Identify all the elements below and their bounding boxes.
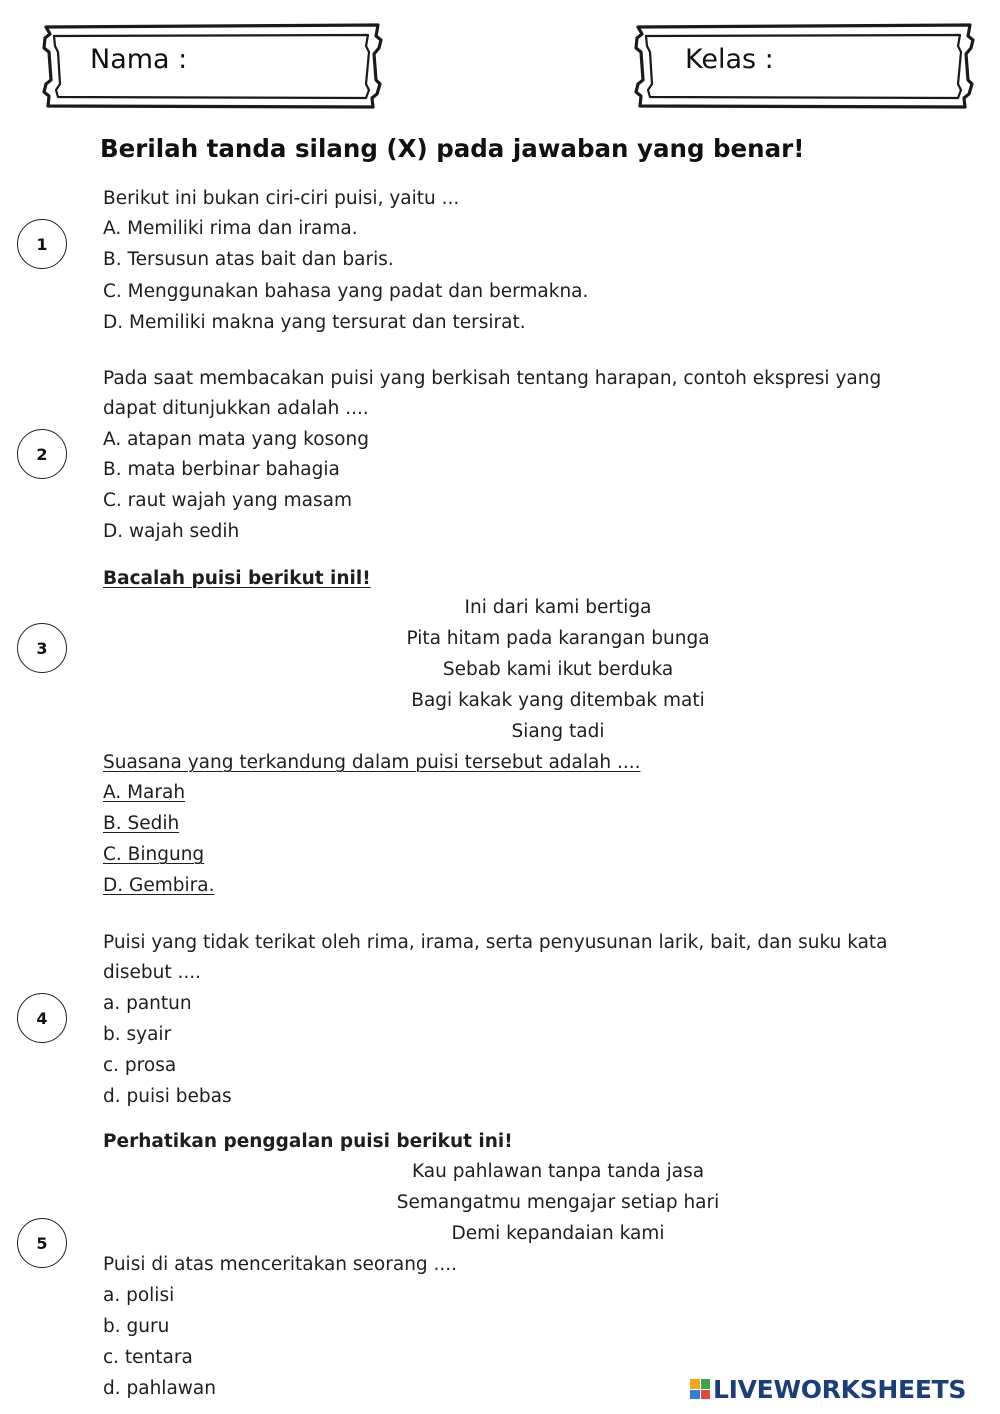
q2-option-a[interactable]: A. atapan mata yang kosong: [103, 429, 369, 450]
q3-poem-text-2: Pita hitam pada karangan bunga: [406, 628, 710, 649]
q2-option-d[interactable]: D. wajah sedih: [103, 521, 240, 542]
q1-option-d[interactable]: D. Memiliki makna yang tersurat dan tersirat.: [103, 312, 526, 333]
mark-square-4: [701, 1390, 711, 1400]
q3-poem-text-3: Sebab kami ikut berduka: [442, 659, 674, 680]
q5-poem-text-1: Kau pahlawan tanpa tanda jasa: [411, 1161, 705, 1182]
q3-question: Suasana yang terkandung dalam puisi tersebut adalah ....: [103, 752, 641, 773]
q5-intro: Perhatikan penggalan puisi berikut ini!: [103, 1131, 513, 1152]
q5-option-d[interactable]: d. pahlawan: [103, 1378, 216, 1399]
q5-poem-text-2: Semangatmu mengajar setiap hari: [396, 1192, 720, 1213]
mark-square-3: [690, 1390, 700, 1400]
liveworksheets-logo: [690, 1374, 966, 1404]
q4-prompt-line-2: disebut ....: [103, 962, 202, 983]
q4-option-a[interactable]: a. pantun: [103, 993, 192, 1014]
kelas-label: Kelas :: [685, 44, 774, 75]
liveworksheets-wordmark: LIVEWORKSHEETS: [713, 1374, 967, 1404]
q5-option-c[interactable]: c. tentara: [103, 1347, 193, 1368]
q3-poem-text-5: Siang tadi: [511, 721, 605, 742]
q3-option-d[interactable]: D. Gembira.: [103, 875, 215, 896]
q1-prompt: Berikut ini bukan ciri-ciri puisi, yaitu ...: [103, 188, 460, 209]
q2-option-b[interactable]: B. mata berbinar bahagia: [103, 459, 340, 480]
q2-option-c[interactable]: C. raut wajah yang masam: [103, 490, 353, 511]
q5-question: Puisi di atas menceritakan seorang ....: [103, 1254, 458, 1275]
q1-option-b[interactable]: B. Tersusun atas bait dan baris.: [103, 249, 394, 270]
q3-option-c[interactable]: C. Bingung: [103, 844, 205, 865]
mark-square-2: [701, 1379, 711, 1389]
q4-option-b[interactable]: b. syair: [103, 1024, 172, 1045]
q4-prompt-line-1: Puisi yang tidak terikat oleh rima, irama, serta penyusunan larik, bait, dan suku kata: [103, 932, 888, 953]
question-number-4: 4: [17, 993, 67, 1043]
q4-option-d[interactable]: d. puisi bebas: [103, 1086, 232, 1107]
q3-intro: Bacalah puisi berikut inil!: [103, 568, 371, 589]
q5-poem-text-3: Demi kepandaian kami: [451, 1223, 665, 1244]
q3-poem-text-1: Ini dari kami bertiga: [464, 597, 652, 618]
q3-poem-text-4: Bagi kakak yang ditembak mati: [411, 690, 705, 711]
kelas-field[interactable]: [632, 22, 977, 110]
nama-label: Nama :: [90, 44, 188, 75]
liveworksheets-mark-icon: [690, 1379, 710, 1399]
question-number-3: 3: [17, 623, 67, 673]
nama-field[interactable]: [40, 22, 385, 110]
q1-option-c[interactable]: C. Menggunakan bahasa yang padat dan bermakna.: [103, 281, 589, 302]
q3-option-b[interactable]: B. Sedih: [103, 813, 180, 834]
question-number-2: 2: [17, 429, 67, 479]
q2-prompt-line-1: Pada saat membacakan puisi yang berkisah tentang harapan, contoh ekspresi yang: [103, 368, 882, 389]
kelas-frame-border: [632, 22, 977, 110]
question-number-5: 5: [17, 1218, 67, 1268]
q3-option-a[interactable]: A. Marah: [103, 782, 186, 803]
q4-option-c[interactable]: c. prosa: [103, 1055, 177, 1076]
question-number-1: 1: [17, 219, 67, 269]
q5-option-a[interactable]: a. polisi: [103, 1285, 175, 1306]
q1-option-a[interactable]: A. Memiliki rima dan irama.: [103, 218, 358, 239]
q5-option-b[interactable]: b. guru: [103, 1316, 170, 1337]
mark-square-1: [690, 1379, 700, 1389]
instruction-heading: Berilah tanda silang (X) pada jawaban yang benar!: [100, 134, 805, 163]
q2-prompt-line-2: dapat ditunjukkan adalah ....: [103, 398, 369, 419]
